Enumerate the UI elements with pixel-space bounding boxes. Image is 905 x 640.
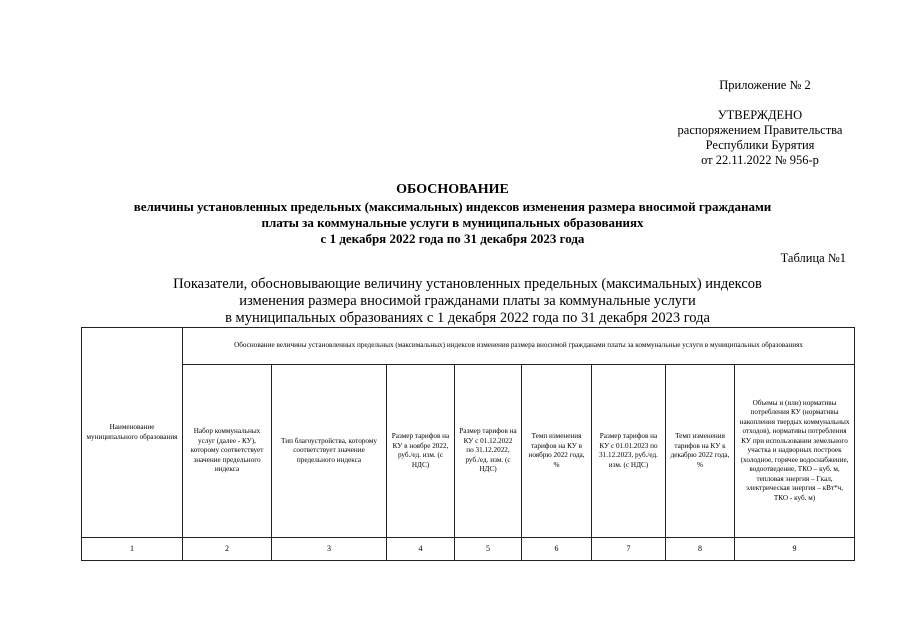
table-row [82, 365, 855, 538]
column-number-cell: 8 [666, 538, 735, 561]
subtitle-line: в муниципальных образованиях с 1 декабря 2022 года по 31 декабря 2023 года [225, 310, 710, 326]
subtitle-line: Показатели, обосновывающие величину установленных предельных (максимальных) индексов [173, 276, 762, 292]
header-cell: Набор коммунальных услуг (далее - КУ), которому соответствует значение предельного индекса [183, 365, 272, 538]
header-cell: Размер тарифов на КУ с 01.12.2022 по 31.12.2022, руб./ед. изм. (с НДС) [455, 365, 522, 538]
column-number-cell: 6 [522, 538, 592, 561]
title-line: платы за коммунальные услуги в муниципальных образованиях [261, 215, 644, 230]
header-cell: Тип благоустройства, которому соответствует значение предельного индекса [272, 365, 387, 538]
subtitle-line: изменения размера вносимой гражданами платы за коммунальные услуги [239, 293, 696, 309]
indicators-table [81, 327, 855, 561]
header-cell: Темп изменения тарифов на КУ в ноябрю 2022 года, % [522, 365, 592, 538]
column-number-cell: 3 [272, 538, 387, 561]
approval-line: Республики Бурятия [705, 138, 815, 152]
table-row [82, 538, 855, 561]
column-number-cell: 5 [455, 538, 522, 561]
header-cell: Темп изменения тарифов на КУ к декабрю 2022 года, % [666, 365, 735, 538]
table-number: Таблица №1 [780, 251, 846, 265]
appendix-label: Приложение № 2 [719, 78, 811, 92]
header-cell: Размер тарифов на КУ в ноябре 2022, руб./ед. изм. (с НДС) [387, 365, 455, 538]
table-row [82, 328, 855, 365]
column-number-cell: 2 [183, 538, 272, 561]
column-number-cell: 9 [735, 538, 855, 561]
title-line: с 1 декабря 2022 года по 31 декабря 2023 года [320, 231, 585, 246]
header-cell: Размер тарифов на КУ с 01.01.2023 по 31.12.2023, руб./ед. изм. (с НДС) [592, 365, 666, 538]
column-number-cell: 4 [387, 538, 455, 561]
column-number-cell: 1 [82, 538, 183, 561]
approval-stamp [660, 108, 860, 168]
group-header-cell: Обоснование величины установленных предельных (максимальных) индексов изменения размера вносимой гражданами платы за коммунальные услуги в муниципальных образованиях [183, 328, 855, 365]
title-line: величины установленных предельных (максимальных) индексов изменения размера вносимой гражданами [133, 199, 772, 214]
approval-line: распоряжением Правительства [677, 123, 843, 137]
approval-line: УТВЕРЖДЕНО [717, 108, 803, 122]
header-cell: Наименование муниципального образования [82, 328, 183, 538]
header-cell: Объемы и (или) нормативы потребления КУ (нормативы накопления твердых коммунальных отходов), нормативы потребления КУ при использовании земельного участка и надворных построек (холодное, горячее водоснабжение, водоотведение, ТКО – куб. м, тепловая энергия – Гкал, электрическая энергия – кВт*ч, ТКО - куб. м) [735, 365, 855, 538]
document-title: ОБОСНОВАНИЕ [396, 182, 509, 197]
approval-line: от 22.11.2022 № 956-р [701, 153, 819, 167]
column-number-cell: 7 [592, 538, 666, 561]
